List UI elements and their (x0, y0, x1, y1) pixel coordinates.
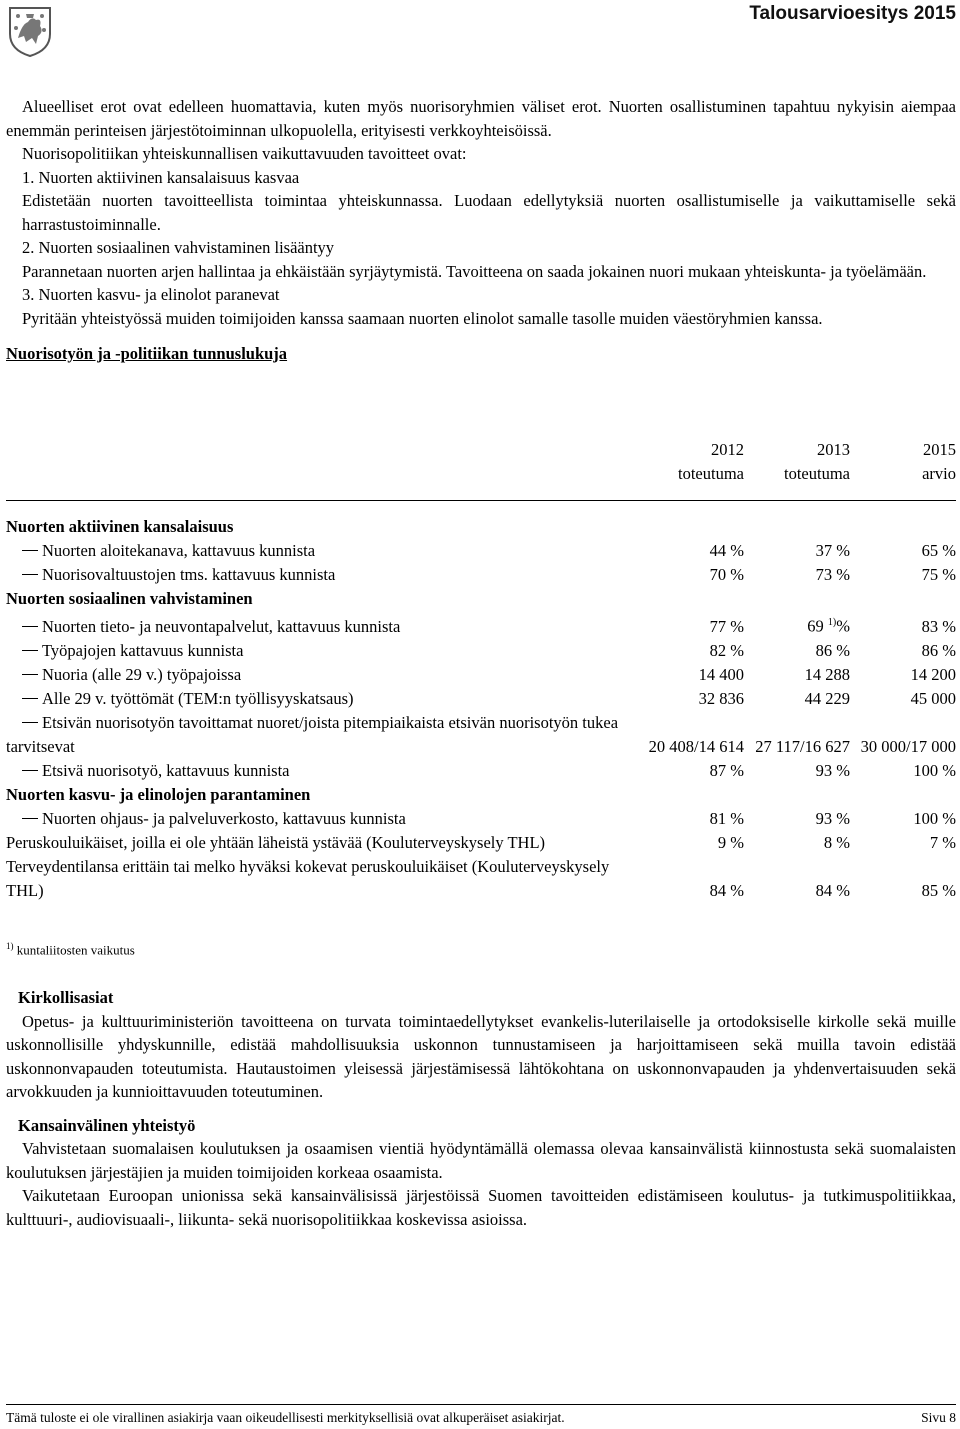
kansainvalinen-text-2: Vaikutetaan Euroopan unionissa sekä kansainvälisissä järjestöissä Suomen tavoitteiden edistämiseen koulutus- ja tutkimuspolitiikkaa, kulttuuri-, audiovisuaali-, liikunta- sekä nuorisopolitiikkaa koskevissa asioissa. (6, 1186, 956, 1229)
document-title: Talousarvioesitys 2015 (749, 3, 956, 24)
table-heading: Nuorisotyön ja -politiikan tunnuslukuja (6, 344, 288, 363)
table-header-row (6, 438, 956, 486)
kansainvalinen-heading: Kansainvälinen yhteistyö (18, 1115, 196, 1135)
bottom-section (6, 986, 956, 1231)
intro-section (6, 95, 956, 366)
goal-3-title: 3. Nuorten kasvu- ja elinolot paranevat (22, 285, 280, 304)
goal-2-title: 2. Nuorten sosiaalinen vahvistaminen lisääntyy (22, 238, 335, 257)
goal-2-text: Parannetaan nuorten arjen hallintaa ja ehkäistään syrjäytymistä. Tavoitteena on saada jokainen nuori mukaan yhteiskunta- ja työelämään. (22, 261, 927, 281)
kirkollisasiat-text: Opetus- ja kulttuuriministeriön tavoitteena on turvata toimintaedellytykset evankelis-luterilaiselle ja ortodoksiselle kirkolle sekä muille uskonnollisille yhdyskunnille, edistää mahdollisuuksia uskonnon tunnustamiseen ja harjoittamiseen sekä muilla tavoin edistää uskonnonvapauden toteutumista. Hautaustoimen yleisessä järjestämisessä lähtökohtana on uskonnonvapauden ja yhdenvertaisuuden sekä arvokkuuden ja kunnioittavuuden toteutuminen. (6, 1011, 956, 1101)
table-row: Peruskouluikäiset, joilla ei ole yhtään läheistä ystävää (Kouluterveyskysely THL) 9 % 8 % 7 % (6, 832, 956, 852)
page-header (0, 0, 960, 64)
kirkollisasiat-heading: Kirkollisasiat (18, 988, 114, 1007)
goal-3-text: Pyritään yhteistyössä muiden toimijoiden kanssa saamaan nuorten elinolot samalle tasolle muiden väestöryhmien kanssa. (22, 308, 823, 328)
table-row: Etsivä nuorisotyö, kattavuus kunnista 87 % 93 % 100 % (6, 759, 956, 783)
table-row: Työpajojen kattavuus kunnista 82 % 86 % 86 % (6, 639, 956, 663)
coat-of-arms-logo (6, 4, 54, 58)
page-number: Sivu 8 (921, 1410, 956, 1425)
table-row: Nuoria (alle 29 v.) työpajoissa 14 400 14 288 14 200 (6, 663, 956, 687)
goal-1-text: Edistetään nuorten tavoitteellista toimintaa yhteiskunnassa. Luodaan edellytyksiä nuorten osallistumiselle ja vaikuttamiselle sekä harrastustoiminnalle. (22, 191, 956, 234)
goal-1-title: 1. Nuorten aktiivinen kansalaisuus kasvaa (22, 167, 300, 187)
header-rule (6, 486, 956, 501)
kpi-table (6, 438, 956, 903)
table-row: Etsivän nuorisotyön tavoittamat nuoret/joista pitempiaikaista etsivän nuorisotyön tukea tarvitsevat 20 408/14 614 27 117/16 627 30 000/17 000 (6, 712, 956, 756)
column-header: 2013 toteutuma (784, 440, 850, 483)
table-row: Alle 29 v. työttömät (TEM:n työllisyyskatsaus) 32 836 44 229 45 000 (6, 687, 956, 711)
table-row: Nuorten ohjaus- ja palveluverkosto, kattavuus kunnista 81 % 93 % 100 % (6, 807, 956, 831)
column-header: 2015 arvio (922, 440, 956, 483)
table-footnote: $^{1)}$ kuntaliitosten vaikutus (6, 941, 135, 958)
table-row: Nuorisovaltuustojen tms. kattavuus kunnista 70 % 73 % 75 % (6, 563, 956, 587)
footer-disclaimer: Tämä tuloste ei ole virallinen asiakirja vaan oikeudellisesti merkityksellisiä ovat alkuperäiset asiakirjat. (6, 1410, 565, 1425)
goals-intro: Nuorisopolitiikan yhteiskunnallisen vaikuttavuuden tavoitteet ovat: (22, 144, 467, 163)
kansainvalinen-text-1: Vahvistetaan suomalaisen koulutuksen ja osaamisen vientiä hyödyntämällä olemassa olevaa kansainvälistä kiinnostusta sekä suomalaisten koulutuksen järjestäjien ja muiden toimijoiden korkeaa osaamista. (6, 1139, 956, 1182)
table-row: Nuorten tieto- ja neuvontapalvelut, kattavuus kunnista 77 % 69 $^{1)}$% 83 % (6, 611, 956, 639)
group-row: Nuorten kasvu- ja elinolojen parantaminen (6, 784, 311, 804)
page-footer (6, 1404, 956, 1427)
table-row: Nuorten aloitekanava, kattavuus kunnista 44 % 37 % 65 % (6, 539, 956, 563)
group-row: Nuorten sosiaalinen vahvistaminen (6, 589, 253, 608)
spacer (6, 501, 956, 516)
intro-paragraph: Alueelliset erot ovat edelleen huomattavia, kuten myös nuorisoryhmien väliset erot. Nuorten osallistuminen tapahtuu nykyisin aiempaa enemmän perinteisen järjestötoiminnan ulkopuolella, erityisesti verkkoyhteisöissä. (6, 97, 956, 140)
group-row: Nuorten aktiivinen kansalaisuus (6, 517, 234, 536)
table-row: Terveydentilansa erittäin tai melko hyväksi kokevat peruskouluikäiset (Kouluterveyskysely THL) 84 % 84 % 85 % (6, 856, 956, 900)
column-header: 2012 toteutuma (678, 440, 744, 483)
